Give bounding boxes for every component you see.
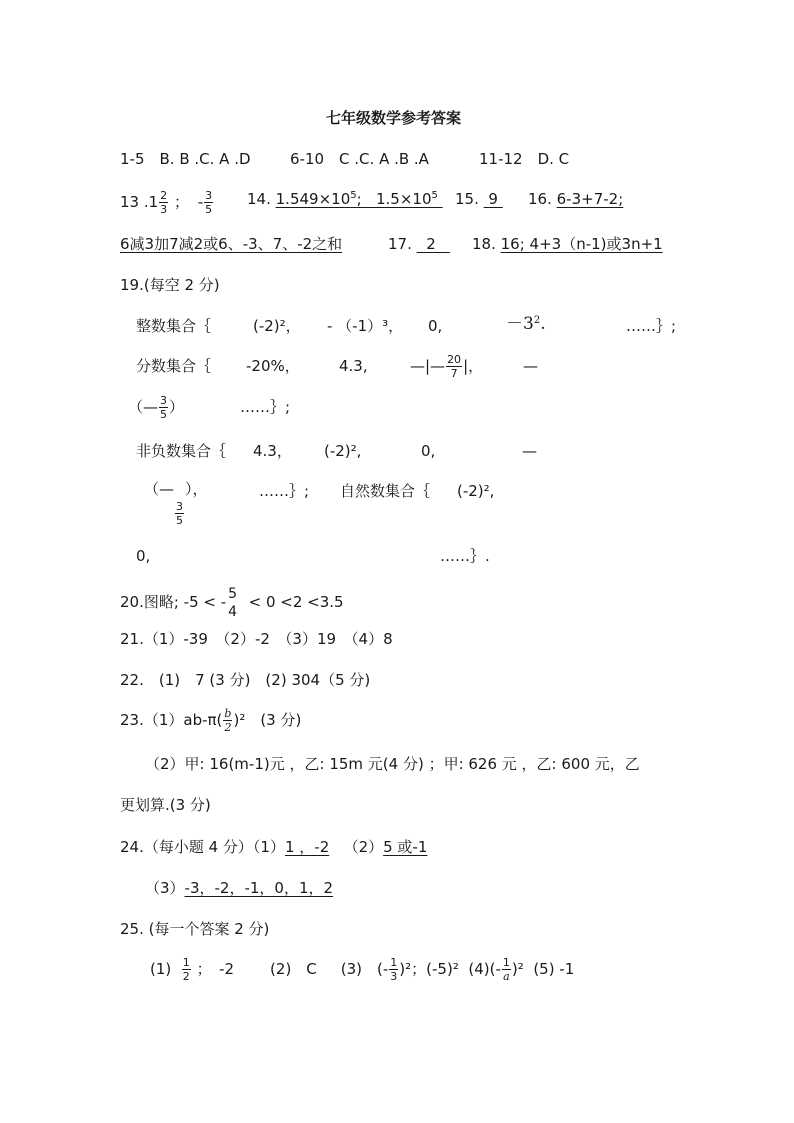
nonnegative-set-label: 非负数集合｛: [136, 442, 227, 460]
answer-16-alt: 6减3加7减2或6、-3、7、-2之和: [120, 235, 343, 253]
answer-23-part1: 23.（1）ab-π( $\frac{b}{2}$ )² (3 分): [120, 707, 302, 734]
answer-15: [455, 189, 503, 209]
answer-13: [120, 189, 214, 216]
q13-label: 13 .1: [120, 193, 159, 211]
answer-24: 24.（每小题 4 分）（1）1 ，-2 （2）5 或-1: [120, 838, 428, 856]
fraction: $\frac{3}{5}$: [176, 500, 184, 527]
fraction: $\frac{2}{3}$: [160, 189, 168, 216]
fraction-set-item: —|— $\frac{20}{7}$ |，: [410, 353, 484, 380]
answer-17: [388, 234, 450, 254]
fraction: $\frac{1}{a}$: [502, 956, 510, 983]
fraction: $\frac{3}{5}$: [205, 189, 213, 216]
q19-heading: 19.(每空 2 分): [120, 276, 220, 294]
fraction-set-item: （— $\frac{3}{5}$ ）: [128, 394, 185, 421]
answer-25: (1) $\frac{1}{2}$ ； -2 (2) C (3) (- $\frac{1}{3}$ )²；(-5)² (4)(- $\frac{1}{a}$ )² (5) -1: [150, 956, 575, 983]
fraction-set-item: -20%，: [246, 357, 300, 375]
answer-16: [528, 189, 623, 209]
answer-6-10: 6-10 C .C. A .B .A: [290, 150, 429, 168]
nonnegative-set-item: —: [522, 442, 537, 460]
answer-22: 22. (1) 7 (3 分) (2) 304（5 分): [120, 671, 371, 689]
natural-set-end: ……｝.: [440, 547, 490, 565]
answer-14: [247, 189, 443, 209]
answer-24-part3: （3）-3，-2，-1，0，1，2: [145, 879, 334, 897]
integer-set-item: 0,: [428, 317, 443, 335]
integer-set-label: 整数集合｛: [136, 317, 212, 335]
answer-21: 21.（1）-39 （2）-2 （3）19 （4）8: [120, 630, 393, 648]
q17-label: 17.: [388, 235, 412, 253]
fraction-set-item: 4.3,: [339, 357, 368, 375]
fraction: 5 4: [228, 585, 238, 620]
q25-heading: 25. (每一个答案 2 分): [120, 920, 270, 938]
q18-label: 18.: [472, 235, 496, 253]
q13-neg: -: [197, 193, 204, 211]
fraction: $\frac{1}{2}$: [182, 956, 190, 983]
integer-set-item: $-3^2$.: [506, 314, 546, 334]
fraction: $\frac{1}{3}$: [390, 956, 398, 983]
q15-answer: 9: [488, 190, 498, 208]
page-title: 七年级数学参考答案: [326, 109, 462, 127]
q14-label: 14.: [247, 190, 271, 208]
integer-set-item: - （-1）³，: [327, 317, 404, 335]
nonnegative-set-item: (-2)²,: [324, 442, 362, 460]
nonnegative-set-item: （— $\frac{3}{5}$ ），: [144, 480, 208, 527]
answer-23-part2: （2）甲: 16(m-1)元 ，乙: 15m 元(4 分) ；甲: 626 元 ，乙: 600 元，乙: [145, 755, 640, 773]
answer-23-part3: 更划算.(3 分): [120, 796, 211, 814]
fraction-set-end: ……｝;: [240, 398, 291, 416]
answer-20: 20.图略; -5 < - 5 4 < 0 <2 <3.5: [120, 585, 344, 620]
q16-answer: 6-3+7-2;: [556, 190, 624, 208]
q13-sep: ；: [173, 193, 189, 211]
fraction: $\frac{3}{5}$: [160, 394, 168, 421]
answer-18: [472, 234, 663, 254]
answer-1-5: 1-5 B. B .C. A .D: [120, 150, 251, 168]
q24-answer-1: 1 ，-2: [284, 838, 330, 856]
nonnegative-set-item: 0,: [421, 442, 436, 460]
natural-set-item: 0,: [136, 547, 151, 565]
integer-set-item: (-2)²，: [253, 317, 301, 335]
natural-set-item: (-2)²,: [457, 482, 495, 500]
q24-answer-2: 5 或-1: [383, 838, 428, 856]
q17-answer: 2: [426, 235, 436, 253]
integer-set-end: ……｝;: [626, 317, 677, 335]
nonnegative-set-item: 4.3，: [253, 442, 292, 460]
fraction: $\frac{b}{2}$: [224, 707, 232, 734]
fraction: $\frac{20}{7}$: [447, 353, 462, 380]
q24-answer-3: -3，-2，-1，0，1，2: [184, 879, 334, 897]
nonnegative-set-end: ……｝;: [259, 482, 310, 500]
q16-label: 16.: [528, 190, 552, 208]
fraction-set-item: —: [523, 357, 538, 375]
fraction-set-label: 分数集合｛: [136, 357, 212, 375]
q15-label: 15.: [455, 190, 479, 208]
q14-answer: $1.549\times 10^5$; $1.5\times 10^5$: [275, 190, 438, 208]
natural-set-label: 自然数集合｛: [340, 482, 431, 500]
answer-11-12: 11-12 D. C: [479, 150, 570, 168]
q18-answer: 16; 4+3（n-1)或3n+1: [500, 235, 663, 253]
